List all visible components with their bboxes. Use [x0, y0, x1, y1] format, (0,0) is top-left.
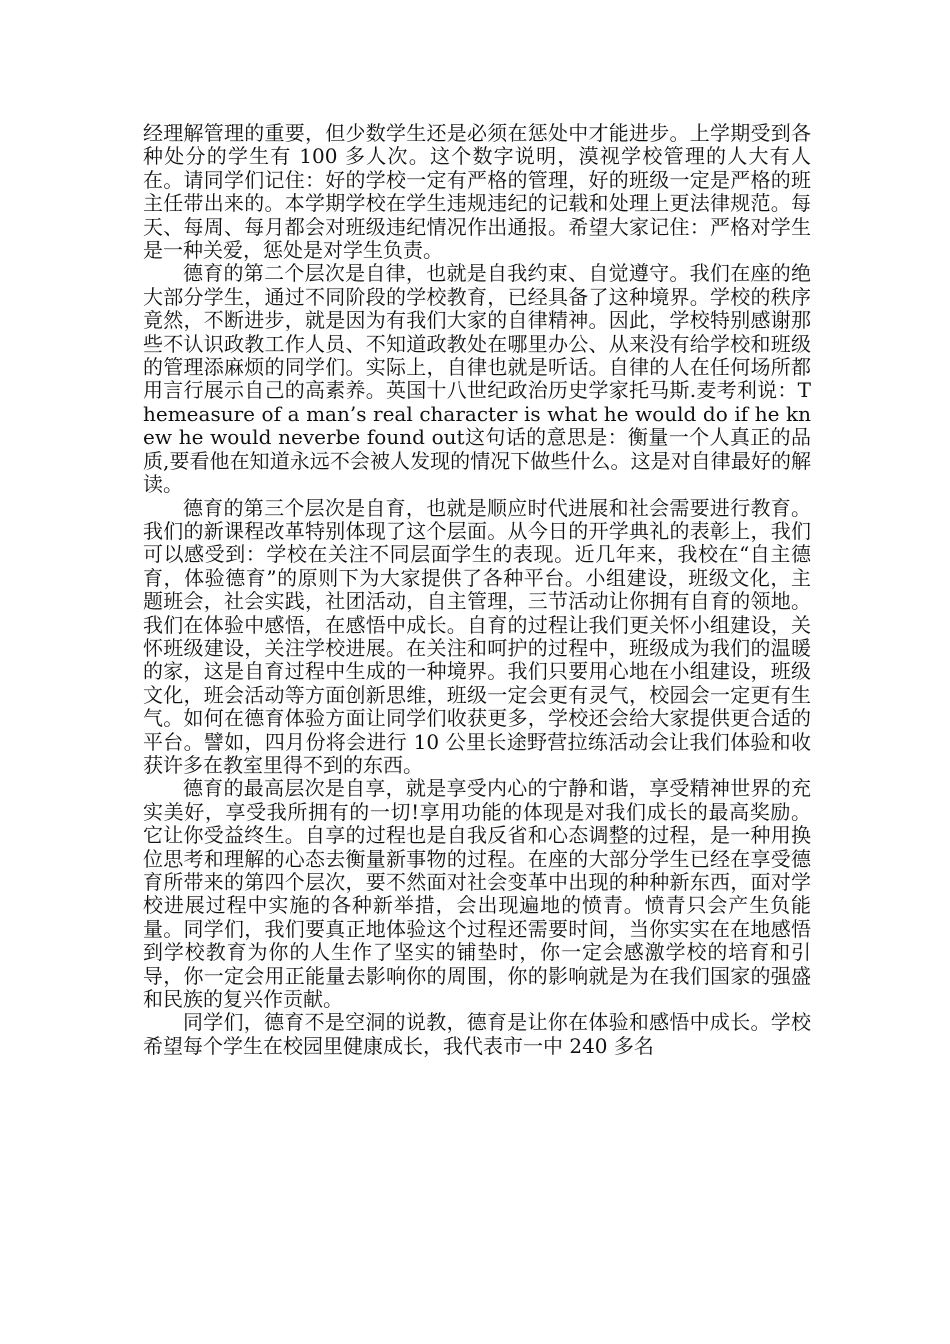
paragraph-3: 德育的第三个层次是自育，也就是顺应时代进展和社会需要进行教育。我们的新课程改革特别体现了这个层面。从今日的开学典礼的表彰上，我们可以感受到：学校在关注不同层面学生的表现。近几年来，我校在“自主德育，体验德育”的原则下为大家提供了各种平台。小组建设，班级文化，主题班会，社会实践，社团活动，自主管理，三节活动让你拥有自育的领地。我们在体验中感悟，在感悟中成长。自育的过程让我们更关怀小组建设，关怀班级建设，关注学校进展。在关注和呵护的过程中，班级成为我们的温暖的家，这是自育过程中生成的一种境界。我们只要用心地在小组建设，班级文化，班会活动等方面创新思维，班级一定会更有灵气，校园会一定更有生气。如何在德育体验方面让同学们收获更多，学校还会给大家提供更合适的平台。譬如，四月份将会进行 10 公里长途野营拉练活动会让我们体验和收获许多在教室里得不到的东西。 [143, 495, 811, 777]
paragraph-2: 德育的第二个层次是自律，也就是自我约束、自觉遵守。我们在座的绝大部分学生，通过不同阶段的学校教育，已经具备了这种境界。学校的秩序竟然，不断进步，就是因为有我们大家的自律精神。因此，学校特别感谢那些不认识政教工作人员、不知道政教处在哪里办公、从来没有给学校和班级的管理添麻烦的同学们。实际上，自律也就是听话。自律的人在任何场所都用言行展示自己的高素养。英国十八世纪政治历史学家托马斯.麦考利说：Themeasure of a man’s real character is what he would do if he knew he would neverbe found out这句话的意思是：衡量一个人真正的品质,要看他在知道永远不会被人发现的情况下做些什么。这是对自律最好的解读。 [143, 261, 811, 497]
document-body [143, 122, 811, 1058]
paragraph-5: 同学们，德育不是空洞的说教，德育是让你在体验和感悟中成长。学校希望每个学生在校园里健康成长，我代表市一中 240 多名 [143, 1010, 811, 1058]
paragraph-4: 德育的最高层次是自享，就是享受内心的宁静和谐，享受精神世界的充实美好，享受我所拥有的一切!享用功能的体现是对我们成长的最高奖励。它让你受益终生。自享的过程也是自我反省和心态调整的过程，是一种用换位思考和理解的心态去衡量新事物的过程。在座的大部分学生已经在享受德育所带来的第四个层次，要不然面对社会变革中出现的种种新东西，面对学校进展过程中实施的各种新举措，会出现遍地的愤青。愤青只会产生负能量。同学们，我们要真正地体验这个过程还需要时间，当你实实在在地感悟到学校教育为你的人生作了坚实的铺垫时，你一定会感激学校的培育和引导，你一定会用正能量去影响你的周围，你的影响就是为在我们国家的强盛和民族的复兴作贡献。 [143, 776, 811, 1012]
paragraph-1: 经理解管理的重要，但少数学生还是必须在惩处中才能进步。上学期受到各种处分的学生有 100 多人次。这个数字说明，漠视学校管理的人大有人在。请同学们记住：好的学校一定有严格的管理，好的班级一定是严格的班主任带出来的。本学期学校在学生违规违纪的记载和处理上更法律规范。每天、每周、每月都会对班级违纪情况作出通报。希望大家记住：严格对学生是一种关爱，惩处是对学生负责。 [143, 121, 811, 263]
